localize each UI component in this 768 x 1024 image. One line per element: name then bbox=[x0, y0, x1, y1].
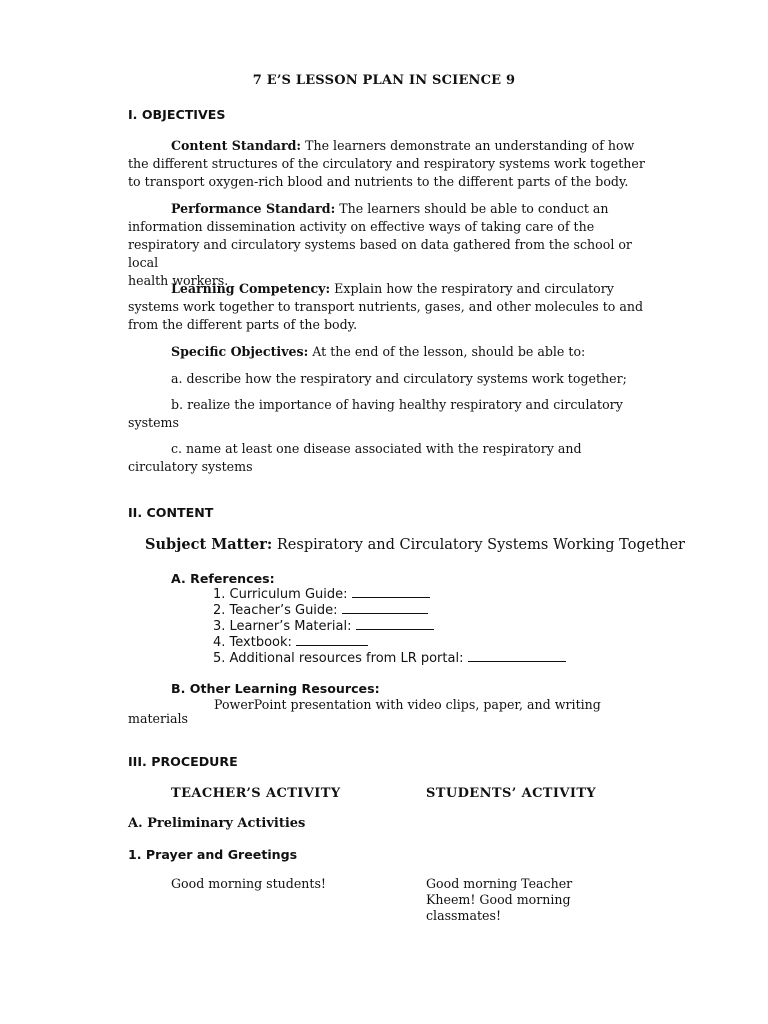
content-standard-text: The learners demonstrate an understanding of how bbox=[305, 138, 635, 153]
content-standard-text: the different structures of the circulatory and respiratory systems work together bbox=[128, 156, 645, 171]
student-response-text: Good morning Teacher bbox=[426, 876, 573, 891]
objective-a-text: a. describe how the respiratory and circulatory systems work together; bbox=[171, 371, 627, 386]
blank-line bbox=[356, 618, 434, 630]
teacher-activity-header: TEACHER’S ACTIVITY bbox=[171, 786, 341, 801]
content-standard bbox=[128, 137, 648, 191]
reference-item bbox=[213, 618, 566, 634]
reference-label: 3. Learner’s Material: bbox=[213, 619, 352, 634]
blank-line bbox=[342, 602, 428, 614]
other-resources-text: PowerPoint presentation with video clips, paper, and writing bbox=[214, 697, 601, 712]
objective-c-text: circulatory systems bbox=[128, 459, 253, 474]
performance-standard-label: Performance Standard: bbox=[171, 201, 336, 216]
blank-line bbox=[468, 650, 566, 662]
content-standard-text: to transport oxygen-rich blood and nutrients to the different parts of the body. bbox=[128, 174, 629, 189]
objective-b-text: systems bbox=[128, 415, 179, 430]
student-response bbox=[426, 876, 572, 924]
student-response-text: classmates! bbox=[426, 908, 502, 923]
content-heading: II. CONTENT bbox=[128, 505, 214, 520]
performance-standard-text: information dissemination activity on effective ways of taking care of the bbox=[128, 219, 595, 234]
performance-standard-text: health workers. bbox=[128, 273, 229, 288]
teacher-line: Good morning students! bbox=[171, 876, 326, 891]
subject-matter-label: Subject Matter: bbox=[145, 536, 273, 553]
other-resources-heading: B. Other Learning Resources: bbox=[171, 681, 380, 696]
preliminary-activities-heading: A. Preliminary Activities bbox=[128, 816, 306, 831]
other-resources-text: materials bbox=[128, 711, 189, 726]
performance-standard bbox=[128, 200, 648, 290]
objective-c-text: c. name at least one disease associated with the respiratory and bbox=[171, 441, 582, 456]
reference-label: 2. Teacher’s Guide: bbox=[213, 603, 338, 618]
blank-line bbox=[296, 634, 368, 646]
objective-b bbox=[128, 396, 648, 432]
references-heading: A. References: bbox=[171, 571, 275, 586]
reference-label: 5. Additional resources from LR portal: bbox=[213, 651, 464, 666]
students-activity-header: STUDENTS’ ACTIVITY bbox=[426, 786, 597, 801]
procedure-heading: III. PROCEDURE bbox=[128, 754, 238, 769]
learning-competency-text: systems work together to transport nutrients, gases, and other molecules to and bbox=[128, 299, 644, 314]
objective-c bbox=[128, 440, 648, 476]
reference-item bbox=[213, 634, 566, 650]
prayer-greetings-heading: 1. Prayer and Greetings bbox=[128, 847, 298, 862]
performance-standard-text: respiratory and circulatory systems based on data gathered from the school or local bbox=[128, 237, 632, 270]
reference-item bbox=[213, 602, 566, 618]
learning-competency-label: Learning Competency: bbox=[171, 281, 331, 296]
references-list bbox=[213, 586, 566, 666]
performance-standard-text: The learners should be able to conduct an bbox=[339, 201, 609, 216]
student-response-text: Kheem! Good morning bbox=[426, 892, 571, 907]
document-title: 7 E’S LESSON PLAN IN SCIENCE 9 bbox=[252, 73, 516, 88]
objective-b-text: b. realize the importance of having healthy respiratory and circulatory bbox=[171, 397, 623, 412]
reference-item bbox=[213, 586, 566, 602]
objectives-heading: I. OBJECTIVES bbox=[128, 107, 226, 122]
learning-competency-text: Explain how the respiratory and circulatory bbox=[334, 281, 614, 296]
subject-matter-value: Respiratory and Circulatory Systems Working Together bbox=[276, 537, 685, 553]
specific-objectives-label: Specific Objectives: bbox=[171, 344, 309, 359]
learning-competency-text: from the different parts of the body. bbox=[128, 317, 358, 332]
objective-a bbox=[128, 370, 648, 388]
reference-item bbox=[213, 650, 566, 666]
blank-line bbox=[352, 586, 430, 598]
content-standard-label: Content Standard: bbox=[171, 138, 302, 153]
specific-objectives bbox=[128, 343, 648, 361]
subject-matter bbox=[145, 536, 685, 553]
specific-objectives-intro: At the end of the lesson, should be able to: bbox=[312, 344, 586, 359]
learning-competency bbox=[128, 280, 648, 334]
reference-label: 1. Curriculum Guide: bbox=[213, 587, 348, 602]
reference-label: 4. Textbook: bbox=[213, 635, 292, 650]
